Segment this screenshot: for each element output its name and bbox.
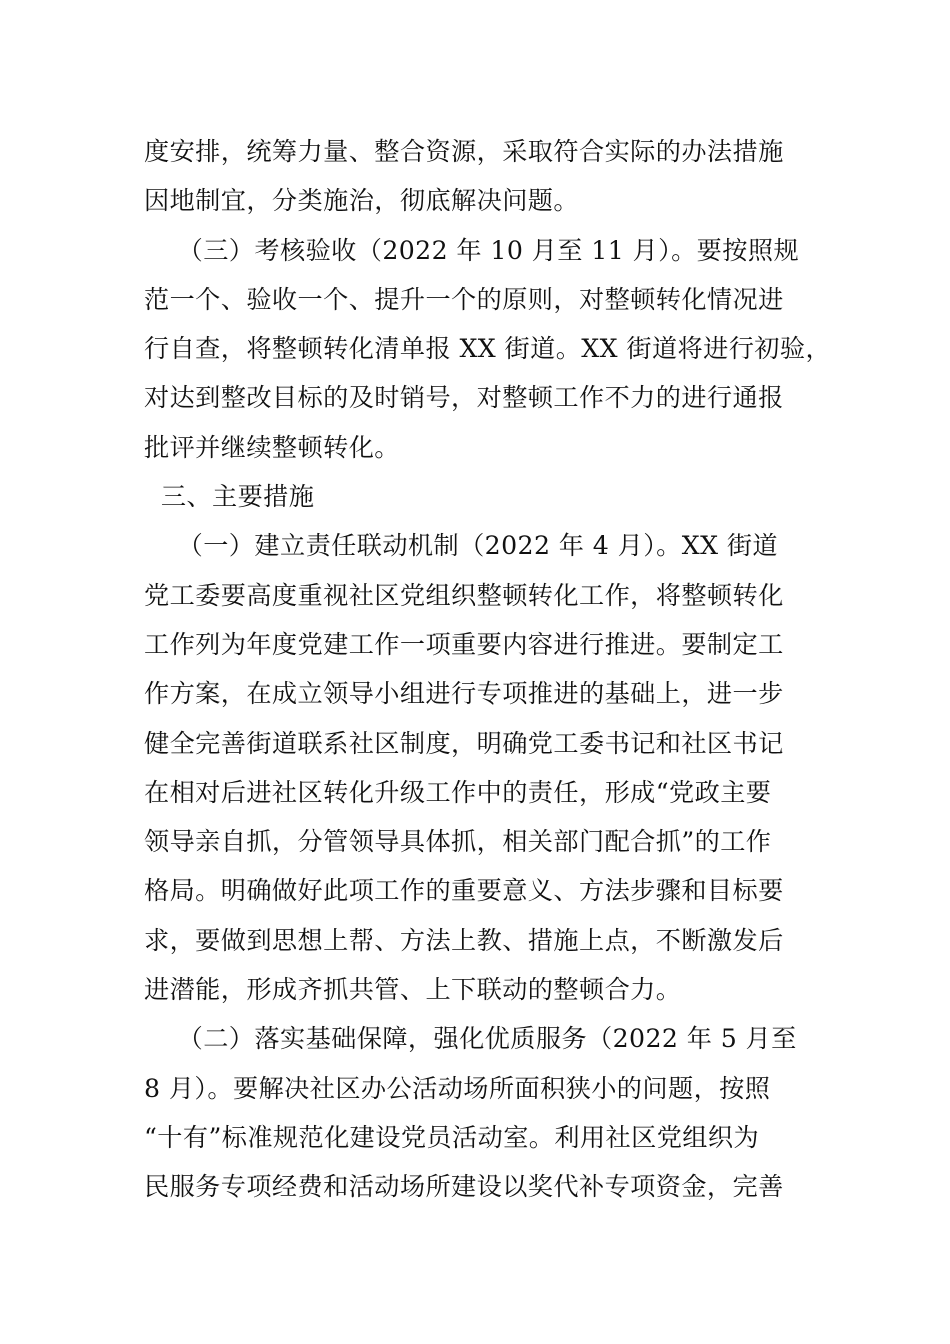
body-line-7: 批评并继续整顿转化。: [144, 432, 400, 462]
body-line-5: 行自查，将整顿转化清单报 XX 街道。XX 街道将进行初验，: [144, 334, 832, 364]
body-line-12: 作方案，在成立领导小组进行专项推进的基础上，进一步: [144, 679, 784, 709]
body-line-3: （三）考核验收（2022 年 10 月至 11 月）。要按照规: [144, 235, 800, 265]
body-line-13: 健全完善街道联系社区制度，明确党工委书记和社区书记: [144, 728, 784, 758]
body-line-17: 求，要做到思想上帮、方法上教、措施上点，不断激发后: [144, 925, 784, 955]
body-line-20: 8 月）。要解决社区办公活动场所面积狭小的问题，按照: [144, 1073, 771, 1103]
body-line-11: 工作列为年度党建工作一项重要内容进行推进。要制定工: [144, 629, 784, 659]
section-heading: 三、主要措施: [144, 482, 315, 512]
body-line-15: 领导亲自抓，分管领导具体抓，相关部门配合抓”的工作: [144, 827, 772, 857]
body-line-1: 度安排，统筹力量、整合资源，采取符合实际的办法措施: [144, 137, 784, 166]
body-line-6: 对达到整改目标的及时销号，对整顿工作不力的进行通报: [144, 383, 784, 413]
body-line-2: 因地制宜，分类施治，彻底解决问题。: [144, 186, 579, 216]
body-line-9: （一）建立责任联动机制（2022 年 4 月）。XX 街道: [144, 531, 779, 561]
body-line-14: 在相对后进社区转化升级工作中的责任，形成“党政主要: [144, 777, 772, 807]
document-body: [144, 127, 832, 1212]
body-line-21: “十有”标准规范化建设党员活动室。利用社区党组织为: [144, 1122, 760, 1152]
body-line-18: 进潜能，形成齐抓共管、上下联动的整顿合力。: [144, 975, 682, 1005]
body-line-10: 党工委要高度重视社区党组织整顿转化工作，将整顿转化: [144, 580, 784, 610]
body-line-22: 民服务专项经费和活动场所建设以奖代补专项资金，完善: [144, 1172, 784, 1202]
body-line-19: （二）落实基础保障，强化优质服务（2022 年 5 月至: [144, 1024, 797, 1054]
body-line-16: 格局。明确做好此项工作的重要意义、方法步骤和目标要: [144, 876, 784, 906]
body-line-4: 范一个、验收一个、提升一个的原则，对整顿转化情况进: [144, 284, 784, 314]
